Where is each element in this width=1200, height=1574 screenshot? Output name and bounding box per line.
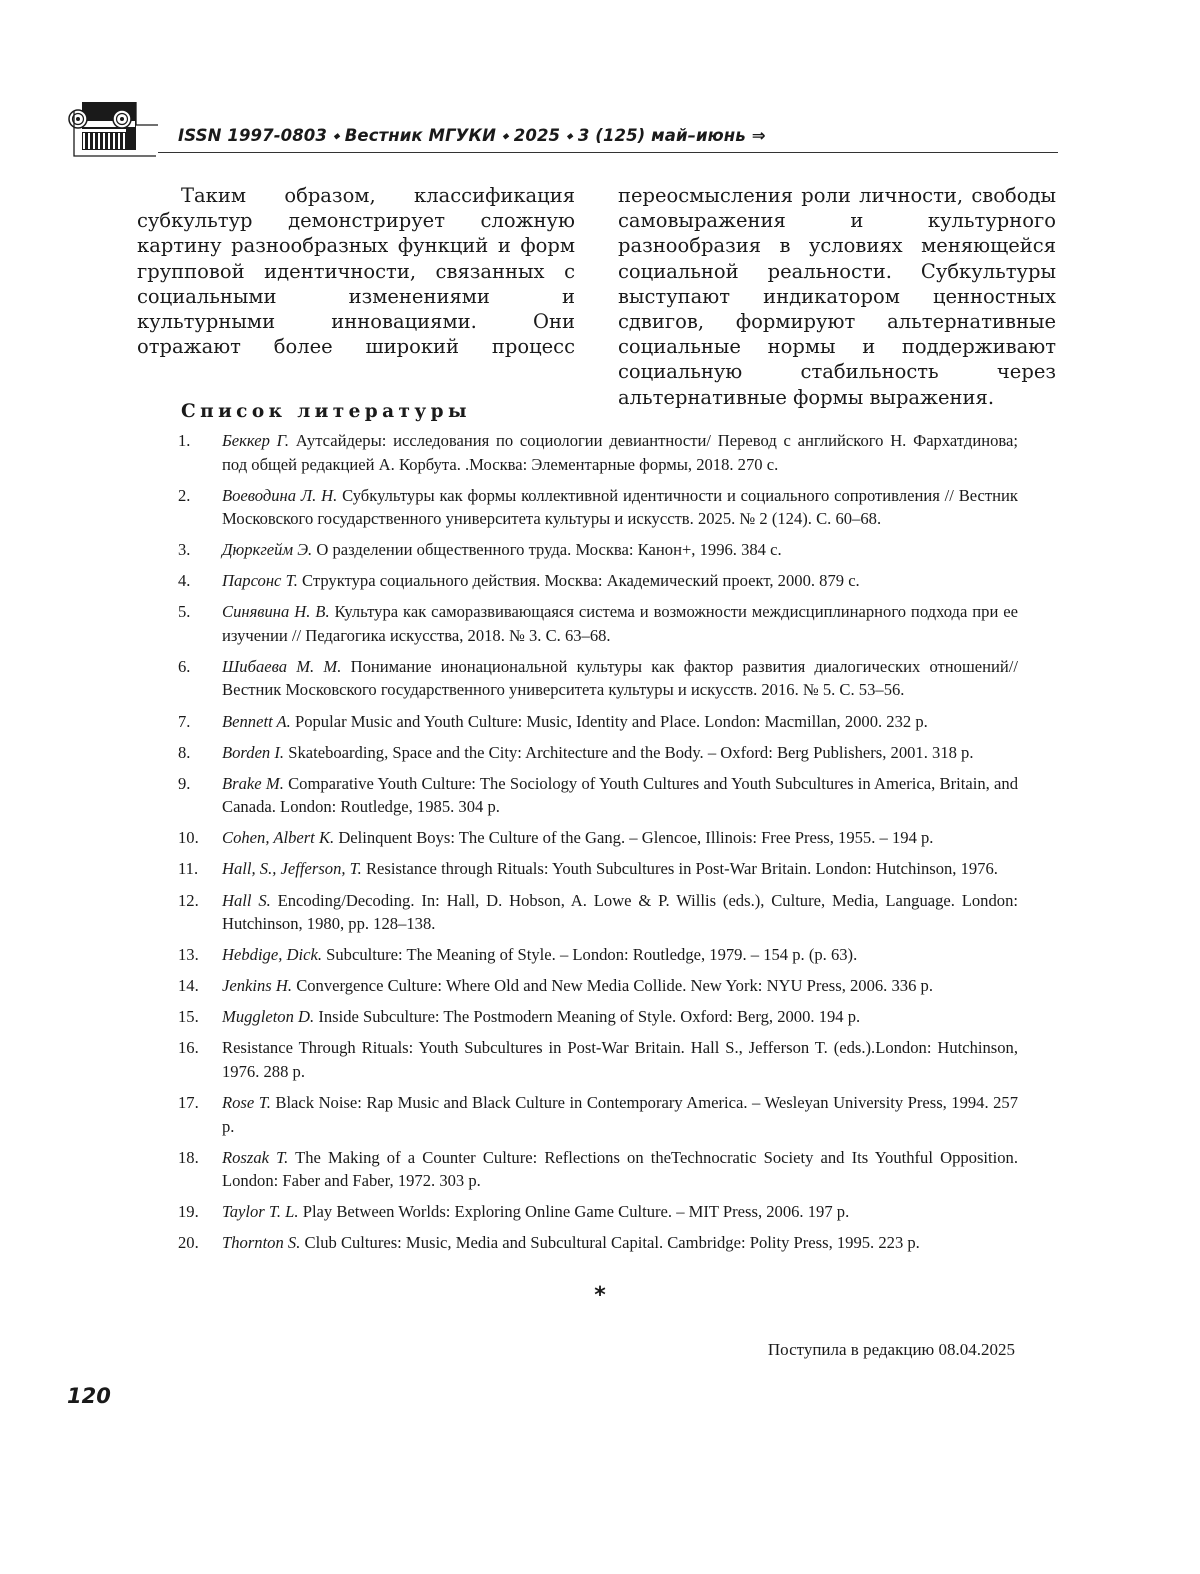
bibliography-item-citation: Play Between Worlds: Exploring Online Game Culture. – MIT Press, 2006. 197 p. (298, 1202, 850, 1222)
bibliography-item-citation: Resistance through Rituals: Youth Subcultures in Post-War Britain. London: Hutchinson, 1976. (361, 859, 998, 879)
bibliography-item-citation: Понимание инонациональной культуры как фактор развития диалогических отношений// Вестник Московского государственного университета культуры и искусств. 2016. № 5. С. 53–56. (222, 656, 1018, 700)
bibliography-item-citation: Comparative Youth Culture: The Sociology of Youth Cultures and Youth Subcultures in America, Britain, and Canada. London: Routledge, 1985. 304 p. (222, 773, 1018, 817)
bibliography-item-citation: Resistance Through Rituals: Youth Subcultures in Post-War Britain. Hall S., Jefferson T. (eds.).London: Hutchinson, 1976. 288 p. (222, 1038, 1018, 1081)
bibliography-item-number: 13. (178, 945, 199, 965)
bibliography-item (178, 655, 1018, 702)
bibliography-list (178, 429, 1018, 1262)
bibliography-item-text (222, 538, 1018, 562)
bibliography-item-text (222, 943, 1018, 967)
bibliography-item-number: 18. (178, 1147, 199, 1167)
bibliography-item (178, 569, 1018, 593)
bibliography-item-author: Шибаева М. М. (222, 656, 342, 676)
bibliography-item-citation: О разделении общественного труда. Москва: Канон+, 1996. 384 с. (312, 540, 782, 560)
bibliography-item (178, 857, 1018, 881)
bibliography-item-text (222, 1146, 1018, 1193)
journal-logo-column-icon (62, 99, 158, 165)
bibliography-item (178, 826, 1018, 850)
bibliography-item-author: Borden I. (222, 742, 285, 762)
bibliography-item-number: 3. (178, 540, 191, 560)
bibliography-item-citation: Encoding/Decoding. In: Hall, D. Hobson, A. Lowe & P. Willis (eds.), Culture, Media, Language. London: Hutchinson, 1980, pp. 128–138. (222, 890, 1018, 934)
body-paragraph-column-right: переосмысления роли личности, свободы самовыражения и культурного разнообразия в условиях меняющейся социальной реальности. Субкультуры выступают индикатором ценностных сдвигов, формируют альтернативные социальные нормы и поддерживают социальную стабильность через альтернативные формы выражения. (618, 184, 1056, 409)
bibliography-item-number: 6. (178, 656, 191, 676)
bibliography-item-citation: Popular Music and Youth Culture: Music, Identity and Place. London: Macmillan, 2000. 232 p. (290, 711, 928, 731)
bibliography-item-citation: Культура как саморазвивающаяся система и возможности междисциплинарного подхода при ее изучении // Педагогика искусства, 2018. № 3. С. 63–68. (222, 602, 1018, 645)
bibliography-item-citation: Convergence Culture: Where Old and New Media Collide. New York: NYU Press, 2006. 336 p. (292, 976, 933, 996)
bibliography-item-number: 14. (178, 976, 199, 996)
bibliography-heading: Список литературы (181, 401, 471, 422)
header-separator: ⬩ (565, 126, 573, 145)
bibliography-item-number: 16. (178, 1038, 199, 1058)
bibliography-item-author: Парсонс Т. (222, 571, 298, 591)
bibliography-item-text (222, 826, 1018, 850)
bibliography-item (178, 1146, 1018, 1193)
bibliography-item-author: Thornton S. (222, 1233, 301, 1253)
bibliography-item (178, 974, 1018, 998)
bibliography-item-citation: Inside Subculture: The Postmodern Meaning of Style. Oxford: Berg, 2000. 194 p. (314, 1007, 861, 1027)
bibliography-item-number: 9. (178, 773, 191, 793)
bibliography-item-citation: Subculture: The Meaning of Style. – London: Routledge, 1979. – 154 p. (p. 63). (321, 945, 858, 965)
bibliography-item-citation: Skateboarding, Space and the City: Architecture and the Body. – Oxford: Berg Publishers, 2001. 318 p. (284, 742, 974, 762)
bibliography-item-author: Taylor T. L. (222, 1202, 299, 1222)
bibliography-item-author: Воеводина Л. Н. (222, 485, 338, 505)
bibliography-item (178, 1036, 1018, 1083)
header-journal: Вестник МГУКИ (344, 126, 497, 145)
bibliography-item-number: 15. (178, 1007, 199, 1027)
bibliography-item-citation: Структура социального действия. Москва: Академический проект, 2000. 879 с. (297, 571, 860, 591)
bibliography-item (178, 889, 1018, 936)
body-paragraph-column-left: Таким образом, классификация субкультур демонстрирует сложную картину разнообразных функций и форм групповой идентичности, связанных с социальными изменениями и культурными инновациями. Они отражают более широкий процесс (137, 184, 575, 359)
bibliography-item-text (222, 1231, 1018, 1255)
bibliography-item (178, 1091, 1018, 1138)
bibliography-item-text (222, 1005, 1018, 1029)
bibliography-item-citation: The Making of a Counter Culture: Reflections on theTechnocratic Society and Its Youthful Opposition. London: Faber and Faber, 1972. 303 p. (222, 1147, 1018, 1191)
bibliography-item-text (222, 1091, 1018, 1138)
bibliography-item-author: Brake M. (222, 773, 284, 793)
bibliography-item-text (222, 600, 1018, 647)
bibliography-item-number: 4. (178, 571, 191, 591)
bibliography-item (178, 943, 1018, 967)
bibliography-item-author: Rose T. (222, 1093, 271, 1112)
header-rule (158, 152, 1058, 153)
bibliography-item-text (222, 857, 1018, 881)
bibliography-item-number: 12. (178, 890, 199, 910)
bibliography-item-number: 19. (178, 1202, 199, 1222)
bibliography-item-author: Hebdige, Dick. (222, 945, 322, 965)
section-end-asterisk: * (594, 1283, 606, 1308)
bibliography-item-text (222, 1200, 1018, 1224)
header-issue: 3 (125) май–июнь (577, 126, 746, 145)
bibliography-item-author: Roszak T. (222, 1147, 289, 1167)
bibliography-item-citation: Black Noise: Rap Music and Black Culture in Contemporary America. – Wesleyan University Press, 1994. 257 p. (222, 1093, 1018, 1136)
bibliography-item-number: 17. (178, 1093, 199, 1112)
bibliography-item (178, 772, 1018, 819)
bibliography-item (178, 538, 1018, 562)
bibliography-item (178, 1200, 1018, 1224)
bibliography-item-text (222, 772, 1018, 819)
bibliography-item (178, 1005, 1018, 1029)
bibliography-item (178, 710, 1018, 734)
bibliography-item-citation: Субкультуры как формы коллективной идентичности и социального сопротивления // Вестник Московского государственного университета культуры и искусств. 2025. № 2 (124). С. 60–68. (222, 485, 1018, 529)
bibliography-item-number: 20. (178, 1233, 199, 1253)
bibliography-item-number: 2. (178, 485, 191, 505)
bibliography-item-number: 7. (178, 711, 191, 731)
bibliography-item-number: 10. (178, 828, 199, 848)
bibliography-item-citation: Club Cultures: Music, Media and Subcultural Capital. Cambridge: Polity Press, 1995. 223 p. (300, 1233, 920, 1253)
bibliography-item-author: Hall S. (222, 890, 271, 910)
bibliography-item-author: Беккер Г. (222, 431, 290, 450)
header-separator: ⬩ (501, 126, 508, 145)
bibliography-item-number: 5. (178, 602, 191, 622)
bibliography-item-number: 8. (178, 742, 191, 762)
bibliography-item-author: Jenkins H. (222, 976, 293, 996)
header-issn: ISSN 1997-0803 (178, 126, 327, 145)
bibliography-item-number: 1. (178, 431, 191, 450)
bibliography-item-text (222, 1036, 1018, 1083)
bibliography-item-text (222, 429, 1018, 476)
bibliography-item-text (222, 569, 1018, 593)
bibliography-item-citation: Delinquent Boys: The Culture of the Gang. – Glencoe, Illinois: Free Press, 1955. – 194 p. (334, 828, 934, 848)
header-year: 2025 (513, 126, 561, 145)
header-arrow-icon: ⇒ (751, 126, 766, 145)
bibliography-item-number: 11. (178, 859, 199, 879)
bibliography-item-author: Bennett A. (222, 711, 291, 731)
header-separator: ⬩ (332, 126, 339, 145)
bibliography-item-text (222, 741, 1018, 765)
bibliography-item (178, 600, 1018, 647)
bibliography-item-author: Дюркгейм Э. (222, 540, 313, 560)
bibliography-item (178, 429, 1018, 476)
bibliography-item-text (222, 655, 1018, 702)
bibliography-item-text (222, 484, 1018, 531)
page-number: 120 (67, 1384, 111, 1408)
bibliography-item (178, 484, 1018, 531)
bibliography-item-author: Cohen, Albert K. (222, 828, 335, 848)
bibliography-item-author: Hall, S., Jefferson, T. (222, 859, 362, 879)
bibliography-item-text (222, 974, 1018, 998)
bibliography-item (178, 741, 1018, 765)
bibliography-item-citation: Аутсайдеры: исследования по социологии девиантности/ Перевод с английского Н. Фархатдинова; под общей редакцией А. Корбута. .Москва: Элементарные формы, 2018. 270 с. (222, 431, 1018, 474)
bibliography-item-author: Синявина Н. В. (222, 602, 330, 622)
running-header (178, 126, 766, 146)
bibliography-item-author: Muggleton D. (222, 1007, 315, 1027)
bibliography-item-text (222, 889, 1018, 936)
bibliography-item-text (222, 710, 1018, 734)
received-date: Поступила в редакцию 08.04.2025 (767, 1340, 1015, 1359)
bibliography-item (178, 1231, 1018, 1255)
